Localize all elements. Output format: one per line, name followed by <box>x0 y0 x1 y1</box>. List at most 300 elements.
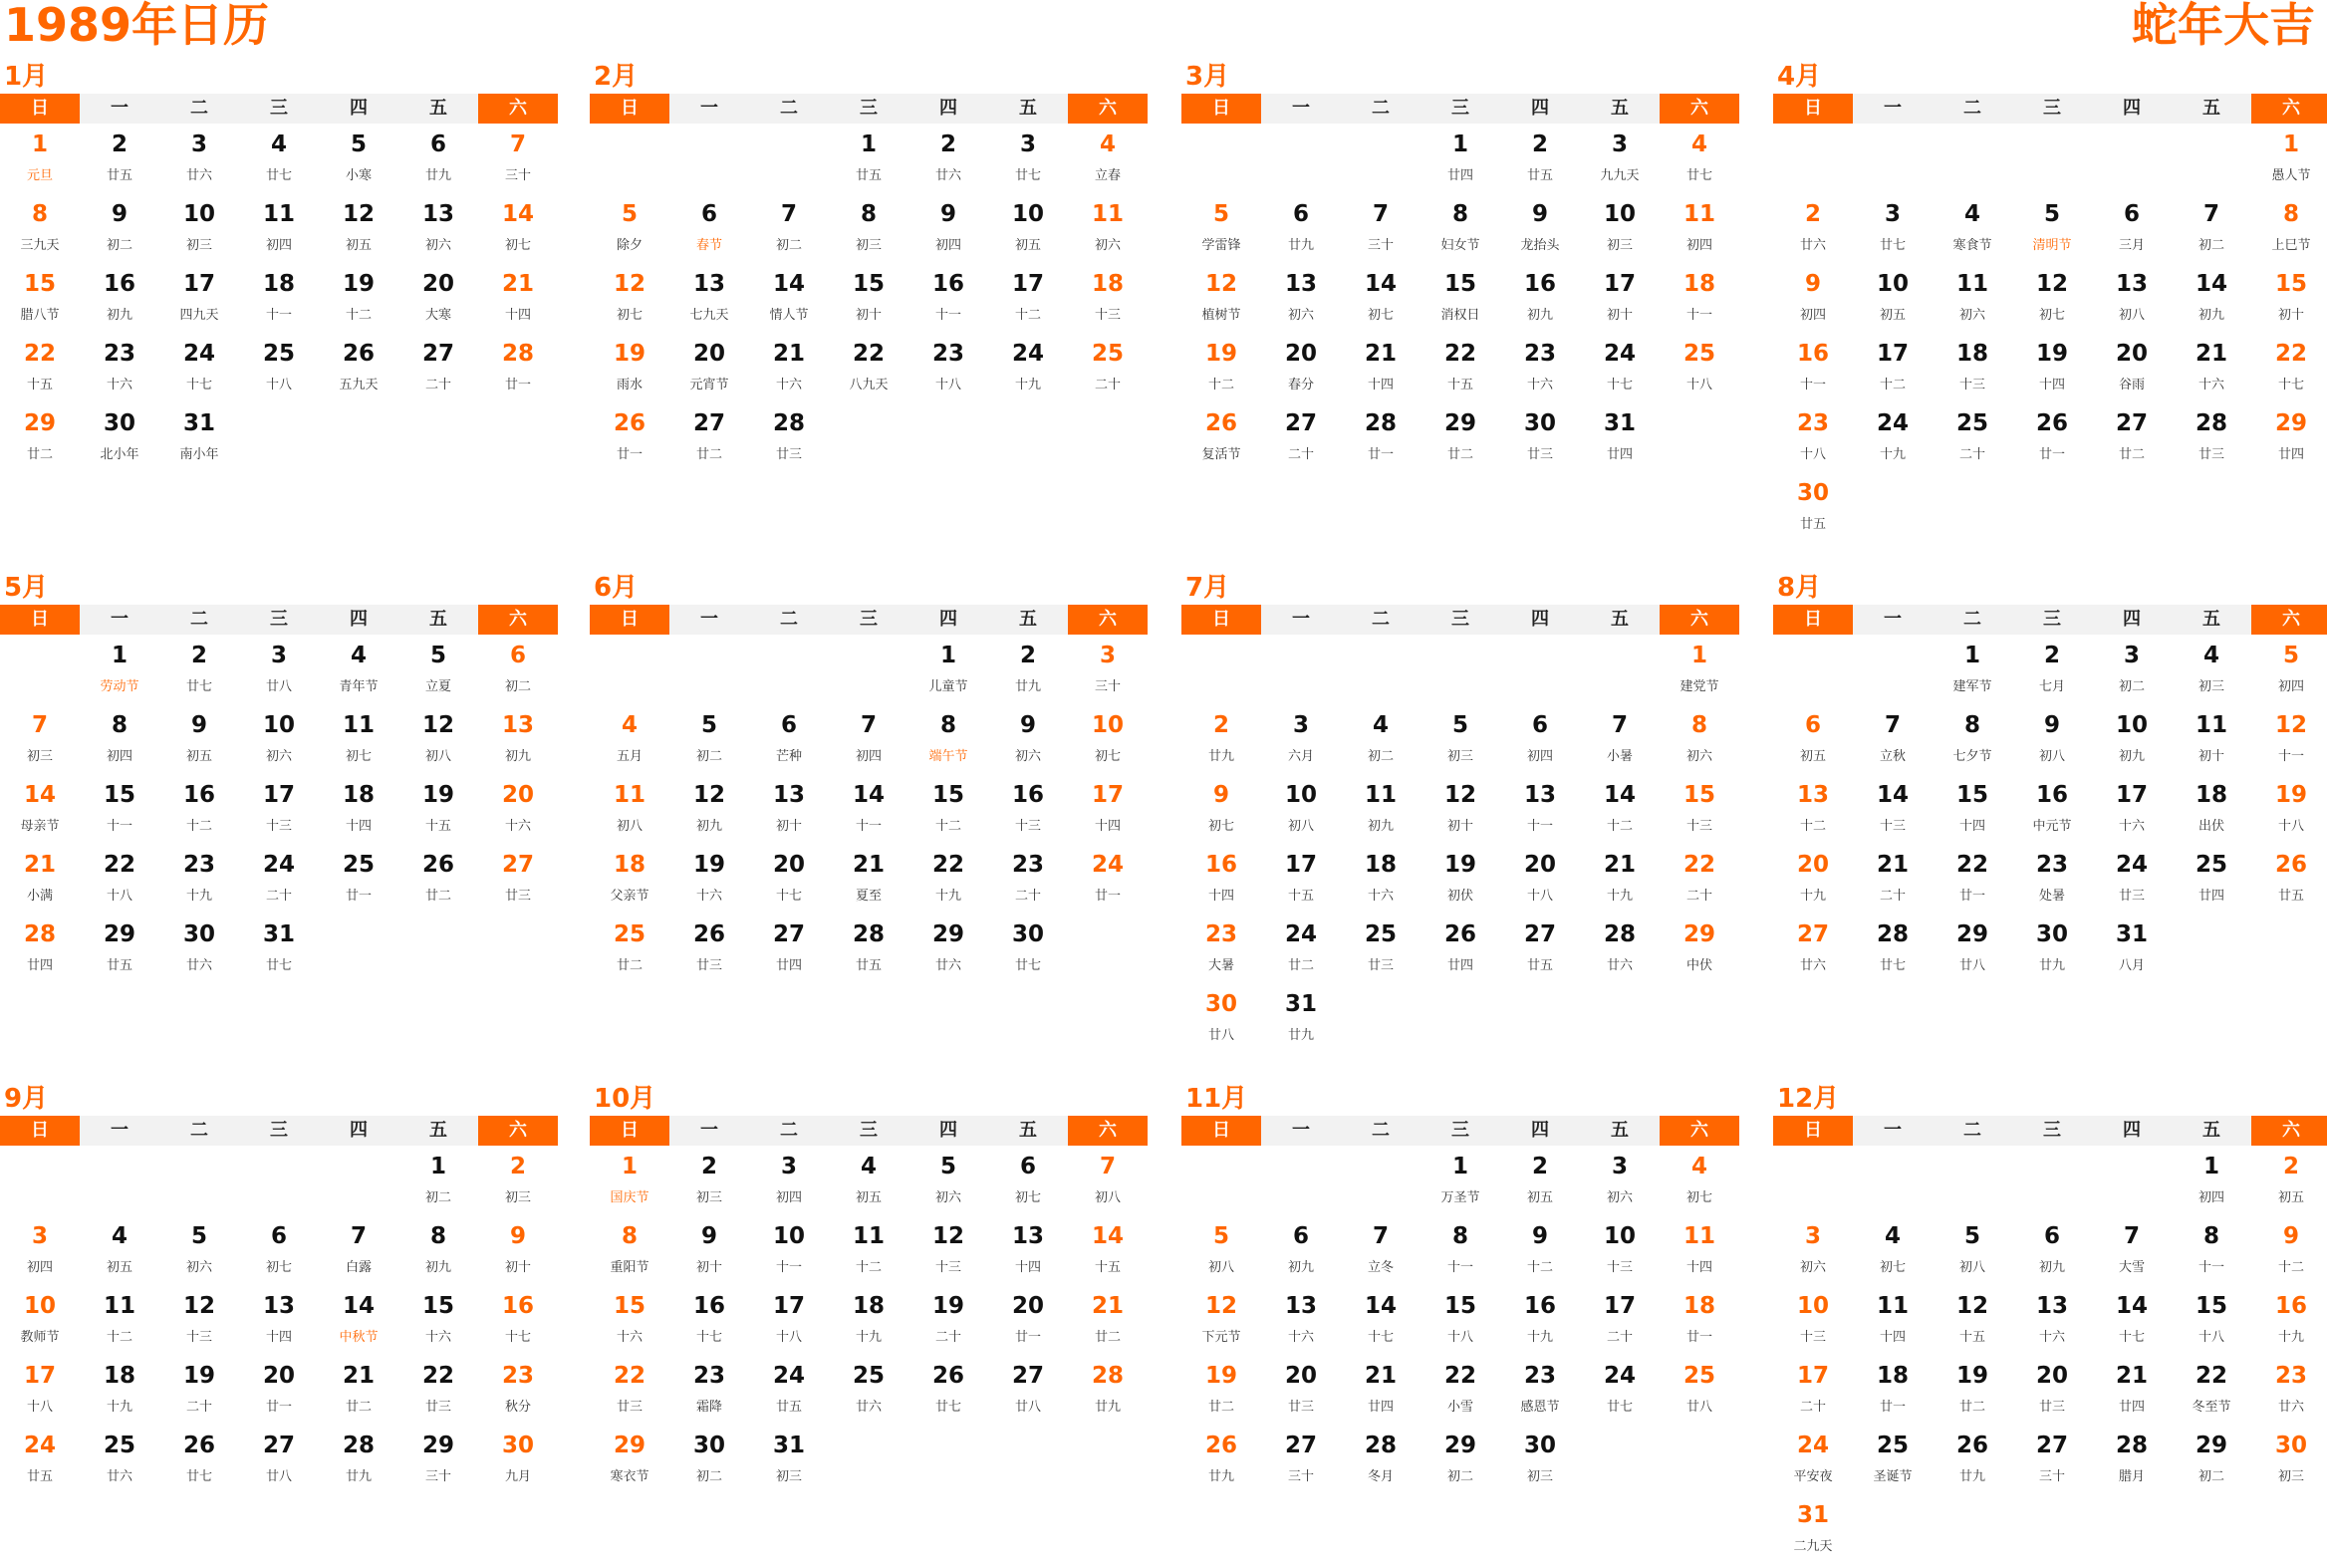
day-cell[interactable] <box>1341 708 1421 778</box>
day-cell[interactable] <box>159 639 239 708</box>
day-cell[interactable] <box>988 639 1068 708</box>
day-cell[interactable] <box>669 1150 749 1219</box>
day-cell[interactable] <box>2172 708 2251 778</box>
day-cell[interactable] <box>590 708 669 778</box>
day-cell[interactable] <box>1421 406 1500 476</box>
day-cell[interactable] <box>319 337 398 406</box>
day-cell[interactable] <box>1853 848 1933 917</box>
day-cell[interactable] <box>2012 1359 2092 1429</box>
day-cell[interactable] <box>829 778 908 848</box>
day-cell[interactable] <box>0 848 80 917</box>
day-cell[interactable] <box>2251 1150 2327 1219</box>
day-cell[interactable] <box>478 778 558 848</box>
day-cell[interactable] <box>1421 917 1500 987</box>
day-cell[interactable] <box>1933 917 2012 987</box>
day-cell[interactable] <box>80 848 159 917</box>
day-cell[interactable] <box>1660 639 1739 708</box>
day-cell[interactable] <box>749 1219 829 1289</box>
day-cell[interactable] <box>1773 1498 1853 1568</box>
day-cell[interactable] <box>669 1289 749 1359</box>
day-cell[interactable] <box>669 197 749 267</box>
day-cell[interactable] <box>1660 848 1739 917</box>
day-cell[interactable] <box>2092 406 2172 476</box>
day-cell[interactable] <box>1261 987 1341 1057</box>
day-cell[interactable] <box>398 1150 478 1219</box>
day-cell[interactable] <box>749 197 829 267</box>
day-cell[interactable] <box>1421 267 1500 337</box>
day-cell[interactable] <box>1660 267 1739 337</box>
day-cell[interactable] <box>669 1359 749 1429</box>
day-cell[interactable] <box>239 128 319 197</box>
day-cell[interactable] <box>590 1359 669 1429</box>
day-cell[interactable] <box>829 708 908 778</box>
day-cell[interactable] <box>1181 917 1261 987</box>
day-cell[interactable] <box>80 128 159 197</box>
day-cell[interactable] <box>478 128 558 197</box>
day-cell[interactable] <box>2012 1429 2092 1498</box>
day-cell[interactable] <box>0 1429 80 1498</box>
day-cell[interactable] <box>988 1219 1068 1289</box>
day-cell[interactable] <box>908 267 988 337</box>
day-cell[interactable] <box>988 708 1068 778</box>
day-cell[interactable] <box>159 406 239 476</box>
day-cell[interactable] <box>1773 1359 1853 1429</box>
day-cell[interactable] <box>239 1359 319 1429</box>
day-cell[interactable] <box>1421 1359 1500 1429</box>
day-cell[interactable] <box>1068 267 1148 337</box>
day-cell[interactable] <box>1853 1219 1933 1289</box>
day-cell[interactable] <box>1261 848 1341 917</box>
day-cell[interactable] <box>159 917 239 987</box>
day-cell[interactable] <box>1660 1359 1739 1429</box>
day-cell[interactable] <box>1421 1219 1500 1289</box>
day-cell[interactable] <box>319 639 398 708</box>
day-cell[interactable] <box>2172 406 2251 476</box>
day-cell[interactable] <box>1261 197 1341 267</box>
day-cell[interactable] <box>2251 197 2327 267</box>
day-cell[interactable] <box>1660 1150 1739 1219</box>
day-cell[interactable] <box>2092 197 2172 267</box>
day-cell[interactable] <box>2251 708 2327 778</box>
day-cell[interactable] <box>988 1150 1068 1219</box>
day-cell[interactable] <box>159 848 239 917</box>
day-cell[interactable] <box>749 337 829 406</box>
day-cell[interactable] <box>2012 1289 2092 1359</box>
day-cell[interactable] <box>1853 267 1933 337</box>
day-cell[interactable] <box>239 337 319 406</box>
day-cell[interactable] <box>829 848 908 917</box>
day-cell[interactable] <box>1421 128 1500 197</box>
day-cell[interactable] <box>1500 128 1580 197</box>
day-cell[interactable] <box>2012 639 2092 708</box>
day-cell[interactable] <box>829 197 908 267</box>
day-cell[interactable] <box>1500 406 1580 476</box>
day-cell[interactable] <box>1580 1150 1660 1219</box>
day-cell[interactable] <box>2172 1150 2251 1219</box>
day-cell[interactable] <box>1421 848 1500 917</box>
day-cell[interactable] <box>749 917 829 987</box>
day-cell[interactable] <box>590 778 669 848</box>
day-cell[interactable] <box>1068 639 1148 708</box>
day-cell[interactable] <box>1580 406 1660 476</box>
day-cell[interactable] <box>749 1289 829 1359</box>
day-cell[interactable] <box>1261 337 1341 406</box>
day-cell[interactable] <box>239 1289 319 1359</box>
day-cell[interactable] <box>2012 1219 2092 1289</box>
day-cell[interactable] <box>2012 197 2092 267</box>
day-cell[interactable] <box>2092 917 2172 987</box>
day-cell[interactable] <box>1933 1359 2012 1429</box>
day-cell[interactable] <box>988 128 1068 197</box>
day-cell[interactable] <box>0 406 80 476</box>
day-cell[interactable] <box>1853 708 1933 778</box>
day-cell[interactable] <box>988 197 1068 267</box>
day-cell[interactable] <box>590 1219 669 1289</box>
day-cell[interactable] <box>1773 778 1853 848</box>
day-cell[interactable] <box>398 1429 478 1498</box>
day-cell[interactable] <box>1341 1289 1421 1359</box>
day-cell[interactable] <box>2251 848 2327 917</box>
day-cell[interactable] <box>1660 128 1739 197</box>
day-cell[interactable] <box>1261 267 1341 337</box>
day-cell[interactable] <box>829 1219 908 1289</box>
day-cell[interactable] <box>749 1150 829 1219</box>
day-cell[interactable] <box>1933 337 2012 406</box>
day-cell[interactable] <box>319 708 398 778</box>
day-cell[interactable] <box>590 1429 669 1498</box>
day-cell[interactable] <box>590 1150 669 1219</box>
day-cell[interactable] <box>319 1219 398 1289</box>
day-cell[interactable] <box>829 1150 908 1219</box>
day-cell[interactable] <box>2251 406 2327 476</box>
day-cell[interactable] <box>908 1289 988 1359</box>
day-cell[interactable] <box>2092 337 2172 406</box>
day-cell[interactable] <box>80 267 159 337</box>
day-cell[interactable] <box>478 1289 558 1359</box>
day-cell[interactable] <box>1421 1289 1500 1359</box>
day-cell[interactable] <box>908 1219 988 1289</box>
day-cell[interactable] <box>1261 1429 1341 1498</box>
day-cell[interactable] <box>239 197 319 267</box>
day-cell[interactable] <box>1580 267 1660 337</box>
day-cell[interactable] <box>2251 1289 2327 1359</box>
day-cell[interactable] <box>1261 406 1341 476</box>
day-cell[interactable] <box>908 848 988 917</box>
day-cell[interactable] <box>1773 1429 1853 1498</box>
day-cell[interactable] <box>1500 917 1580 987</box>
day-cell[interactable] <box>1181 987 1261 1057</box>
day-cell[interactable] <box>478 708 558 778</box>
day-cell[interactable] <box>669 267 749 337</box>
day-cell[interactable] <box>159 1359 239 1429</box>
day-cell[interactable] <box>908 1359 988 1429</box>
day-cell[interactable] <box>239 917 319 987</box>
day-cell[interactable] <box>1853 1289 1933 1359</box>
day-cell[interactable] <box>1773 1219 1853 1289</box>
day-cell[interactable] <box>2012 708 2092 778</box>
day-cell[interactable] <box>1500 1429 1580 1498</box>
day-cell[interactable] <box>590 848 669 917</box>
day-cell[interactable] <box>398 1219 478 1289</box>
day-cell[interactable] <box>1773 197 1853 267</box>
day-cell[interactable] <box>398 128 478 197</box>
day-cell[interactable] <box>159 1289 239 1359</box>
day-cell[interactable] <box>398 337 478 406</box>
day-cell[interactable] <box>478 1150 558 1219</box>
day-cell[interactable] <box>1181 197 1261 267</box>
day-cell[interactable] <box>749 406 829 476</box>
day-cell[interactable] <box>0 778 80 848</box>
day-cell[interactable] <box>2012 917 2092 987</box>
day-cell[interactable] <box>590 197 669 267</box>
day-cell[interactable] <box>478 267 558 337</box>
day-cell[interactable] <box>1261 708 1341 778</box>
day-cell[interactable] <box>0 1219 80 1289</box>
day-cell[interactable] <box>1068 1150 1148 1219</box>
day-cell[interactable] <box>1580 1219 1660 1289</box>
day-cell[interactable] <box>988 848 1068 917</box>
day-cell[interactable] <box>2172 1359 2251 1429</box>
day-cell[interactable] <box>749 1429 829 1498</box>
day-cell[interactable] <box>908 197 988 267</box>
day-cell[interactable] <box>80 917 159 987</box>
day-cell[interactable] <box>1500 778 1580 848</box>
day-cell[interactable] <box>1068 128 1148 197</box>
day-cell[interactable] <box>2092 267 2172 337</box>
day-cell[interactable] <box>159 708 239 778</box>
day-cell[interactable] <box>1341 1219 1421 1289</box>
day-cell[interactable] <box>1853 406 1933 476</box>
day-cell[interactable] <box>1421 708 1500 778</box>
day-cell[interactable] <box>1853 1429 1933 1498</box>
day-cell[interactable] <box>1068 1289 1148 1359</box>
day-cell[interactable] <box>319 1289 398 1359</box>
day-cell[interactable] <box>1421 337 1500 406</box>
day-cell[interactable] <box>80 639 159 708</box>
day-cell[interactable] <box>478 1429 558 1498</box>
day-cell[interactable] <box>1341 267 1421 337</box>
day-cell[interactable] <box>669 337 749 406</box>
day-cell[interactable] <box>2172 848 2251 917</box>
day-cell[interactable] <box>159 778 239 848</box>
day-cell[interactable] <box>1933 406 2012 476</box>
day-cell[interactable] <box>829 917 908 987</box>
day-cell[interactable] <box>2251 1219 2327 1289</box>
day-cell[interactable] <box>398 1359 478 1429</box>
day-cell[interactable] <box>1068 778 1148 848</box>
day-cell[interactable] <box>478 337 558 406</box>
day-cell[interactable] <box>590 1289 669 1359</box>
day-cell[interactable] <box>478 848 558 917</box>
day-cell[interactable] <box>1933 778 2012 848</box>
day-cell[interactable] <box>2092 1359 2172 1429</box>
day-cell[interactable] <box>398 1289 478 1359</box>
day-cell[interactable] <box>2251 267 2327 337</box>
day-cell[interactable] <box>749 848 829 917</box>
day-cell[interactable] <box>239 1429 319 1498</box>
day-cell[interactable] <box>1181 708 1261 778</box>
day-cell[interactable] <box>1660 778 1739 848</box>
day-cell[interactable] <box>908 708 988 778</box>
day-cell[interactable] <box>749 1359 829 1429</box>
day-cell[interactable] <box>80 1289 159 1359</box>
day-cell[interactable] <box>0 267 80 337</box>
day-cell[interactable] <box>1660 1219 1739 1289</box>
day-cell[interactable] <box>0 708 80 778</box>
day-cell[interactable] <box>1181 406 1261 476</box>
day-cell[interactable] <box>319 1359 398 1429</box>
day-cell[interactable] <box>1773 337 1853 406</box>
day-cell[interactable] <box>2172 267 2251 337</box>
day-cell[interactable] <box>0 337 80 406</box>
day-cell[interactable] <box>1853 1359 1933 1429</box>
day-cell[interactable] <box>1181 1359 1261 1429</box>
day-cell[interactable] <box>319 778 398 848</box>
day-cell[interactable] <box>988 267 1068 337</box>
day-cell[interactable] <box>2251 778 2327 848</box>
day-cell[interactable] <box>0 1359 80 1429</box>
day-cell[interactable] <box>908 917 988 987</box>
day-cell[interactable] <box>669 778 749 848</box>
day-cell[interactable] <box>1773 1289 1853 1359</box>
day-cell[interactable] <box>398 267 478 337</box>
day-cell[interactable] <box>319 267 398 337</box>
day-cell[interactable] <box>1500 1289 1580 1359</box>
day-cell[interactable] <box>1773 708 1853 778</box>
day-cell[interactable] <box>669 708 749 778</box>
day-cell[interactable] <box>1580 337 1660 406</box>
day-cell[interactable] <box>1181 267 1261 337</box>
day-cell[interactable] <box>590 337 669 406</box>
day-cell[interactable] <box>80 1219 159 1289</box>
day-cell[interactable] <box>239 778 319 848</box>
day-cell[interactable] <box>1500 267 1580 337</box>
day-cell[interactable] <box>908 128 988 197</box>
day-cell[interactable] <box>1853 197 1933 267</box>
day-cell[interactable] <box>1933 708 2012 778</box>
day-cell[interactable] <box>1341 337 1421 406</box>
day-cell[interactable] <box>0 917 80 987</box>
day-cell[interactable] <box>2012 267 2092 337</box>
day-cell[interactable] <box>1660 708 1739 778</box>
day-cell[interactable] <box>2251 1359 2327 1429</box>
day-cell[interactable] <box>988 778 1068 848</box>
day-cell[interactable] <box>1500 708 1580 778</box>
day-cell[interactable] <box>988 337 1068 406</box>
day-cell[interactable] <box>319 1429 398 1498</box>
day-cell[interactable] <box>829 1289 908 1359</box>
day-cell[interactable] <box>398 639 478 708</box>
day-cell[interactable] <box>319 197 398 267</box>
day-cell[interactable] <box>2172 197 2251 267</box>
day-cell[interactable] <box>80 778 159 848</box>
day-cell[interactable] <box>988 1359 1068 1429</box>
day-cell[interactable] <box>1933 848 2012 917</box>
day-cell[interactable] <box>1261 1359 1341 1429</box>
day-cell[interactable] <box>159 1219 239 1289</box>
day-cell[interactable] <box>829 1359 908 1429</box>
day-cell[interactable] <box>2251 337 2327 406</box>
day-cell[interactable] <box>80 197 159 267</box>
day-cell[interactable] <box>1261 917 1341 987</box>
day-cell[interactable] <box>398 778 478 848</box>
day-cell[interactable] <box>2012 848 2092 917</box>
day-cell[interactable] <box>669 1429 749 1498</box>
day-cell[interactable] <box>239 267 319 337</box>
day-cell[interactable] <box>398 708 478 778</box>
day-cell[interactable] <box>1500 197 1580 267</box>
day-cell[interactable] <box>908 1150 988 1219</box>
day-cell[interactable] <box>2092 1429 2172 1498</box>
day-cell[interactable] <box>669 406 749 476</box>
day-cell[interactable] <box>1500 1150 1580 1219</box>
day-cell[interactable] <box>159 337 239 406</box>
day-cell[interactable] <box>1660 337 1739 406</box>
day-cell[interactable] <box>2092 1219 2172 1289</box>
day-cell[interactable] <box>749 778 829 848</box>
day-cell[interactable] <box>749 708 829 778</box>
day-cell[interactable] <box>1068 1359 1148 1429</box>
day-cell[interactable] <box>80 1359 159 1429</box>
day-cell[interactable] <box>1181 337 1261 406</box>
day-cell[interactable] <box>1341 778 1421 848</box>
day-cell[interactable] <box>590 917 669 987</box>
day-cell[interactable] <box>988 917 1068 987</box>
day-cell[interactable] <box>2092 639 2172 708</box>
day-cell[interactable] <box>1500 1359 1580 1429</box>
day-cell[interactable] <box>159 267 239 337</box>
day-cell[interactable] <box>1580 778 1660 848</box>
day-cell[interactable] <box>1580 917 1660 987</box>
day-cell[interactable] <box>908 337 988 406</box>
day-cell[interactable] <box>2012 337 2092 406</box>
day-cell[interactable] <box>1773 267 1853 337</box>
day-cell[interactable] <box>908 639 988 708</box>
day-cell[interactable] <box>1933 267 2012 337</box>
day-cell[interactable] <box>159 1429 239 1498</box>
day-cell[interactable] <box>319 128 398 197</box>
day-cell[interactable] <box>1580 1289 1660 1359</box>
day-cell[interactable] <box>478 639 558 708</box>
day-cell[interactable] <box>829 337 908 406</box>
day-cell[interactable] <box>1341 197 1421 267</box>
day-cell[interactable] <box>1068 848 1148 917</box>
day-cell[interactable] <box>1421 1150 1500 1219</box>
day-cell[interactable] <box>80 1429 159 1498</box>
day-cell[interactable] <box>2012 778 2092 848</box>
day-cell[interactable] <box>2172 337 2251 406</box>
day-cell[interactable] <box>80 337 159 406</box>
day-cell[interactable] <box>1933 639 2012 708</box>
day-cell[interactable] <box>1421 197 1500 267</box>
day-cell[interactable] <box>2251 1429 2327 1498</box>
day-cell[interactable] <box>1773 406 1853 476</box>
day-cell[interactable] <box>239 848 319 917</box>
day-cell[interactable] <box>1660 917 1739 987</box>
day-cell[interactable] <box>2092 778 2172 848</box>
day-cell[interactable] <box>1933 1429 2012 1498</box>
day-cell[interactable] <box>80 406 159 476</box>
day-cell[interactable] <box>159 197 239 267</box>
day-cell[interactable] <box>478 197 558 267</box>
day-cell[interactable] <box>1580 128 1660 197</box>
day-cell[interactable] <box>2172 639 2251 708</box>
day-cell[interactable] <box>1181 1429 1261 1498</box>
day-cell[interactable] <box>749 267 829 337</box>
day-cell[interactable] <box>0 1289 80 1359</box>
day-cell[interactable] <box>1341 917 1421 987</box>
day-cell[interactable] <box>2172 778 2251 848</box>
